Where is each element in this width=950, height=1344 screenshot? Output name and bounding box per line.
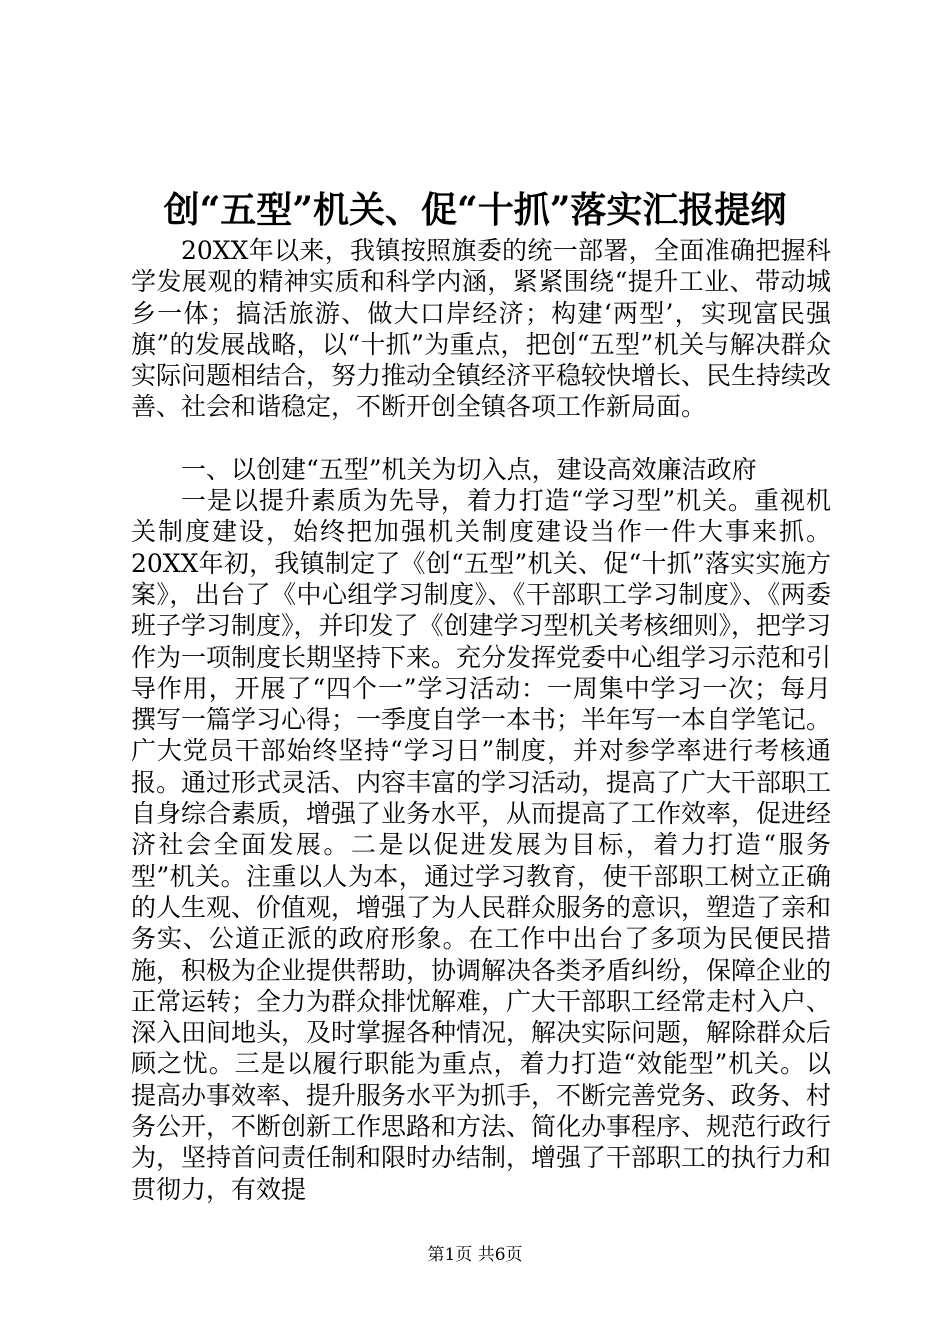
paragraph-gap <box>131 423 831 454</box>
page-number-footer: 第1页 共6页 <box>427 1245 523 1265</box>
document-body <box>131 235 831 1205</box>
document-title: 创“五型”机关、促“十抓”落实汇报提纲 <box>163 189 787 231</box>
section-1-paragraph: 一是以提升素质为先导，着力打造“学习型”机关。重视机关制度建设，始终把加强机关制度建设当作一件大事来抓。20XX年初，我镇制定了《创“五型”机关、促“十抓”落实实施方案》，出台了《中心组学习制度》、《干部职工学习制度》、《两委班子学习制度》，并印发了《创建学习型机关考核细则》，把学习作为一项制度长期坚持下来。充分发挥党委中心组学习示范和引导作用，开展了“四个一”学习活动：一周集中学习一次；每月撰写一篇学习心得；一季度自学一本书；半年写一本自学笔记。广大党员干部始终坚持“学习日”制度，并对参学率进行考核通报。通过形式灵活、内容丰富的学习活动，提高了广大干部职工自身综合素质，增强了业务水平，从而提高了工作效率，促进经济社会全面发展。二是以促进发展为目标，着力打造“服务型”机关。注重以人为本，通过学习教育，使干部职工树立正确的人生观、价值观，增强了为人民群众服务的意识，塑造了亲和务实、公道正派的政府形象。在工作中出台了多项为民便民措施，积极为企业提供帮助，协调解决各类矛盾纠纷，保障企业的正常运转；全力为群众排忧解难，广大干部职工经常走村入户、深入田间地头，及时掌握各种情况，解决实际问题，解除群众后顾之忧。三是以履行职能为重点，着力打造“效能型”机关。以提高办事效率、提升服务水平为抓手，不断完善党务、政务、村务公开，不断创新工作思路和方法、简化办事程序、规范行政行为，坚持首问责任制和限时办结制，增强了干部职工的执行力和贯彻力，有效提 <box>131 486 832 1204</box>
intro-paragraph: 20XX年以来，我镇按照旗委的统一部署，全面准确把握科学发展观的精神实质和科学内涵，紧紧围绕“提升工业、带动城乡一体；搞活旅游、做大口岸经济；构建‘两型’，实现富民强旗”的发展战略，以“十抓”为重点，把创“五型”机关与解决群众实际问题相结合，努力推动全镇经济平稳较快增长、民生持续改善、社会和谐稳定，不断开创全镇各项工作新局面。 <box>131 236 832 422</box>
section-heading-1: 一、以创建“五型”机关为切入点，建设高效廉洁政府 <box>181 454 757 484</box>
